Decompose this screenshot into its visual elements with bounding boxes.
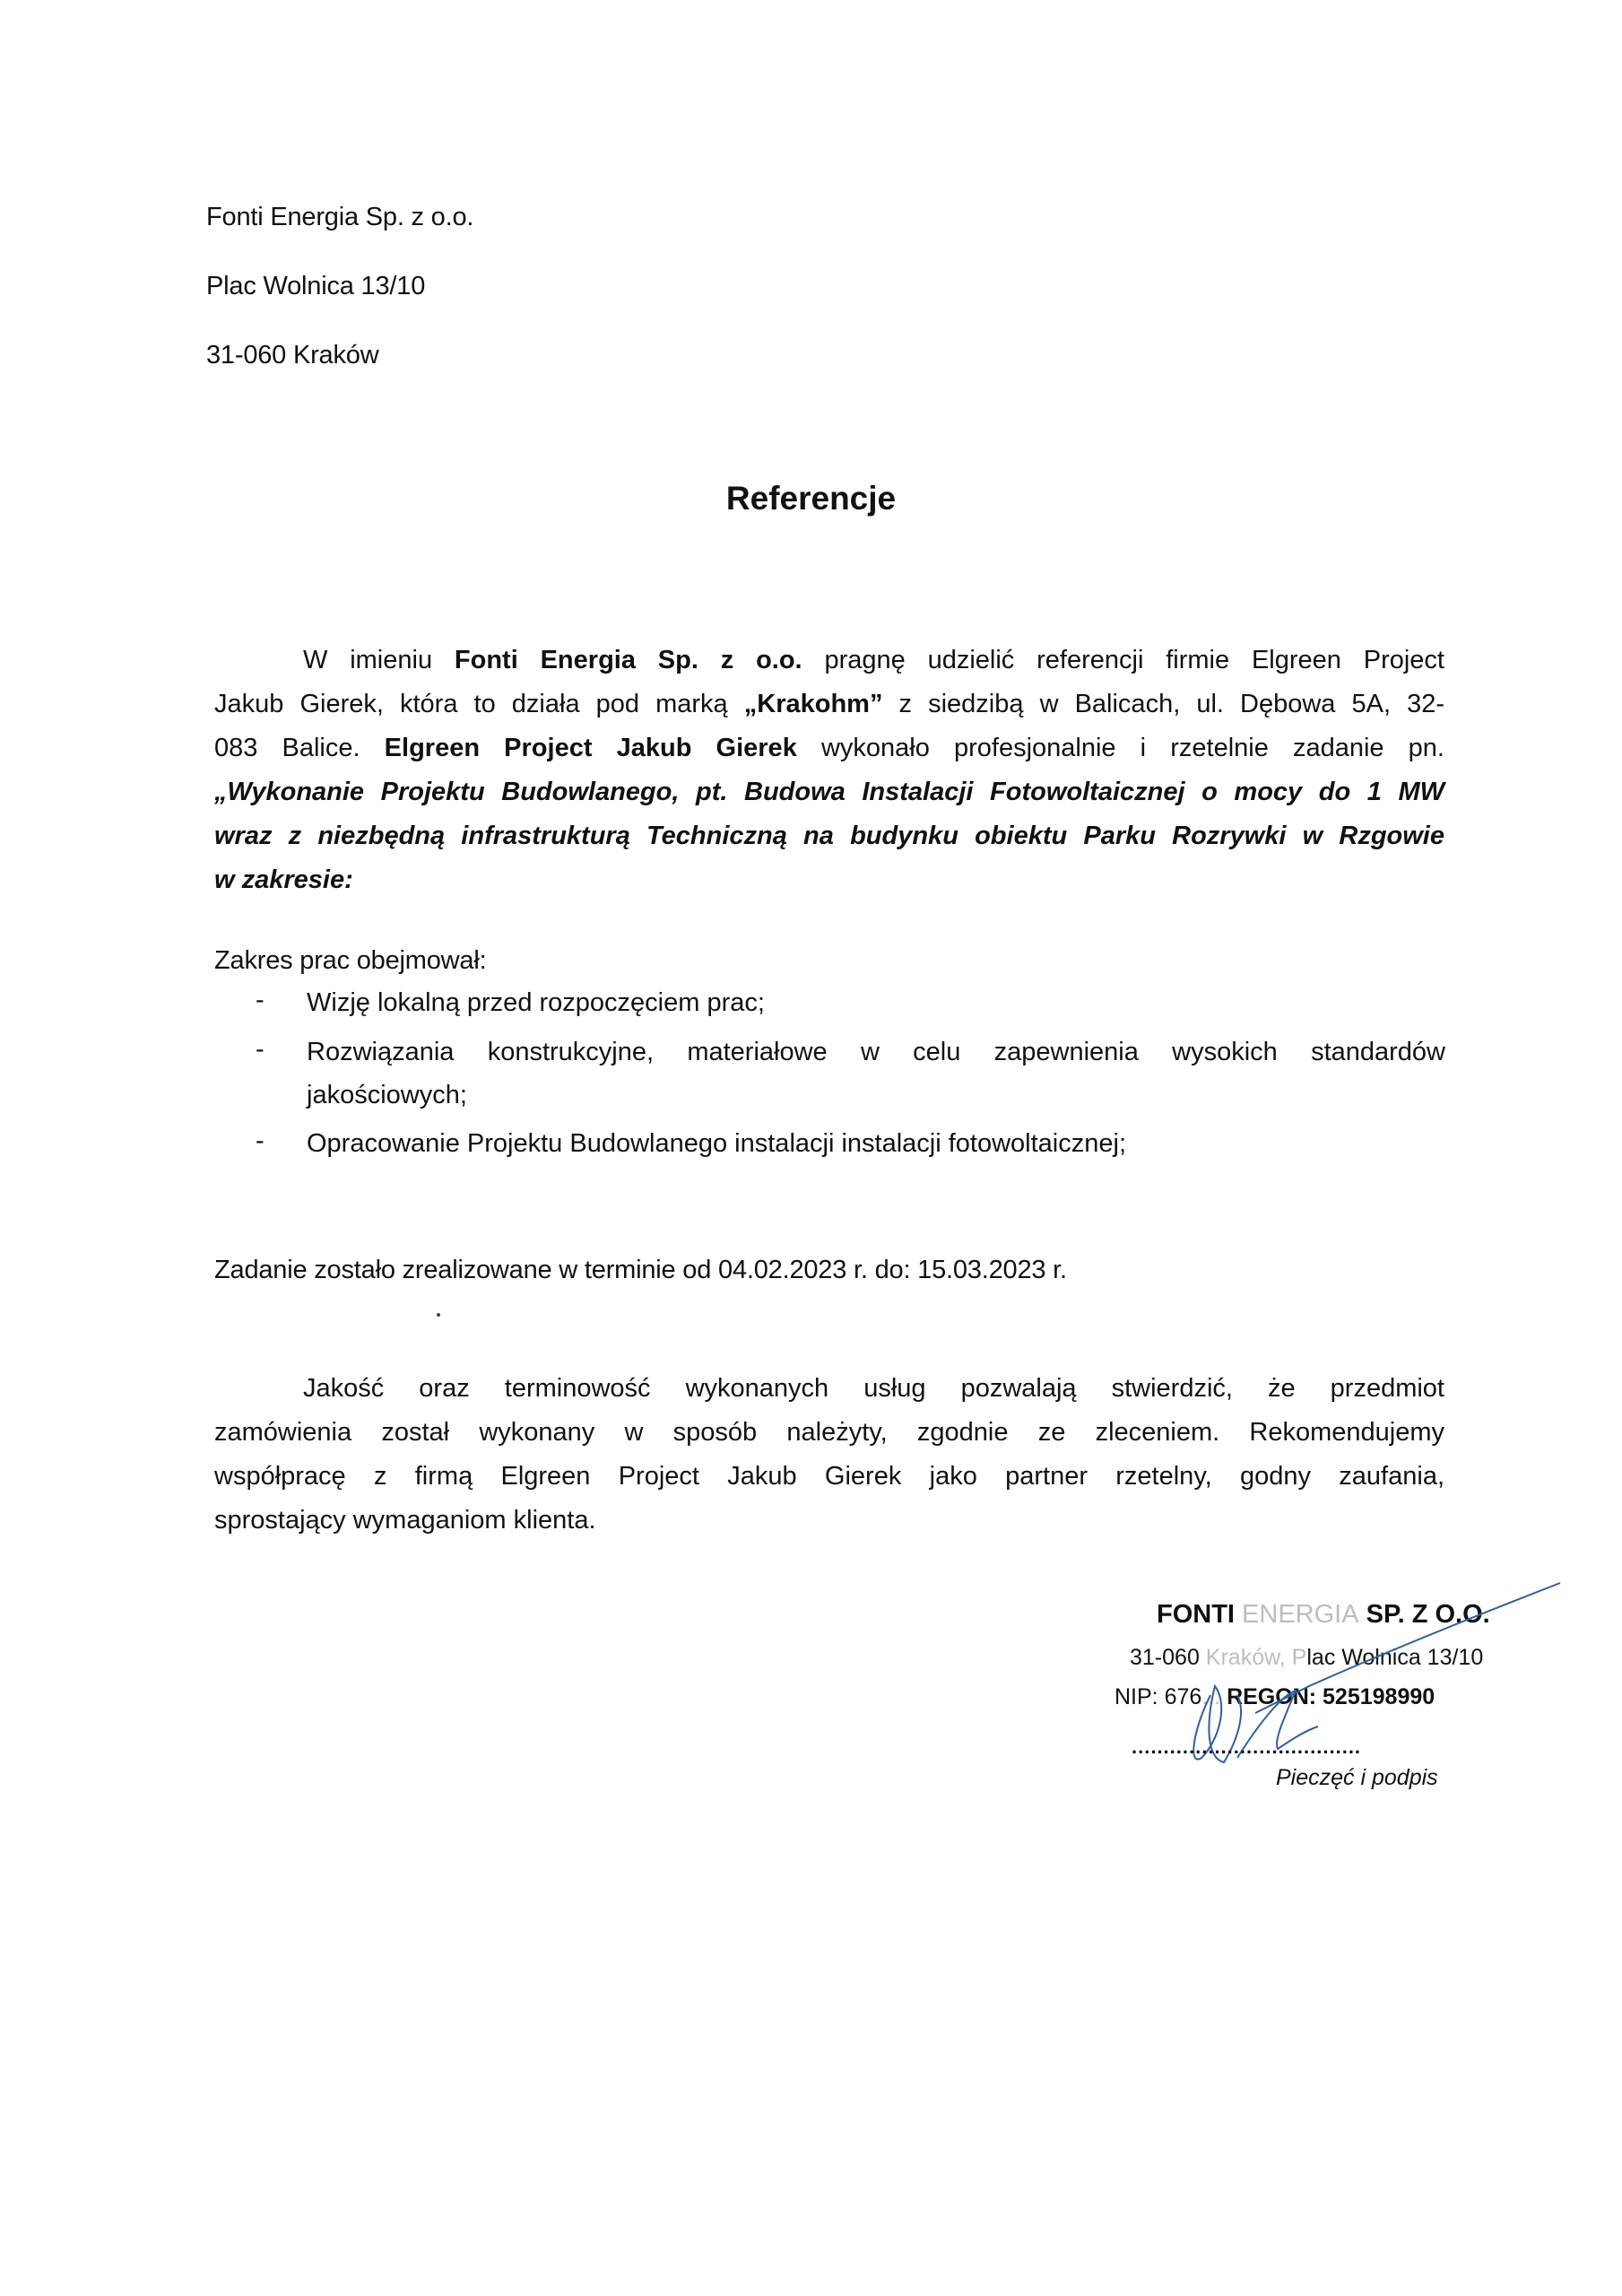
bullet-dash: -: [256, 986, 265, 1014]
intro-text: wykonało profesjonalnie i rzetelnie zadanie pn.: [796, 734, 1444, 762]
intro-text: z siedzibą w Balicach, ul. Dębowa 5A, 32-: [882, 690, 1445, 718]
bullet-dash: -: [256, 1035, 265, 1064]
bullet-dash: -: [256, 1126, 265, 1155]
stamp-text: FONTI: [1157, 1600, 1243, 1629]
stamp-text: 31-060: [1130, 1645, 1206, 1670]
scope-item-1: Wizję lokalną przed rozpoczęciem prac;: [307, 988, 765, 1017]
scan-speck: [437, 1313, 440, 1317]
intro-text: pragnę udzielić referencji firmie Elgreen Project: [802, 646, 1444, 674]
intro-line-1: [303, 639, 1444, 683]
task-title-line-3: w zakresie:: [214, 865, 353, 894]
scope-item-2-cont: jakościowych;: [307, 1081, 467, 1109]
sender-company: Fonti Energia Sp. z o.o.: [206, 203, 474, 231]
sender-street: Plac Wolnica 13/10: [206, 272, 426, 300]
scope-item-2: Rozwiązania konstrukcyjne, materiałowe w celu zapewnienia wysokich standardów: [307, 1038, 1445, 1066]
company-name-bold: Fonti Energia Sp. z o.o.: [454, 646, 802, 674]
stamp-caption: Pieczęć i podpis: [1276, 1765, 1438, 1790]
intro-text: W imieniu: [303, 646, 455, 674]
closing-line-2: zamówienia został wykonany w sposób należyty, zgodnie ze zleceniem. Rekomendujemy: [214, 1418, 1444, 1447]
letter-title: Referencje: [725, 480, 897, 517]
task-title-line-1: „Wykonanie Projektu Budowlanego, pt. Budowa Instalacji Fotowoltaicznej o mocy do 1 MW: [214, 778, 1444, 806]
stamp-regon: REGON: 525198990: [1220, 1684, 1436, 1709]
intro-text: Jakub Gierek, która to działa pod marką: [214, 690, 744, 718]
sender-city: 31-060 Kraków: [206, 341, 379, 370]
intro-text: 083 Balice.: [214, 734, 385, 762]
stamp-address: [1130, 1645, 1483, 1671]
closing-line-4: sprostający wymaganiom klienta.: [214, 1506, 596, 1535]
stamp-text-faded: ENERGIA: [1242, 1600, 1359, 1629]
intro-line-2: [214, 683, 1444, 726]
brand-name-bold: „Krakohm”: [743, 690, 883, 718]
closing-line-3: współpracę z firmą Elgreen Project Jakub Gierek jako partner rzetelny, godny zaufania,: [214, 1462, 1444, 1491]
completion-term: Zadanie zostało zrealizowane w terminie od 04.02.2023 r. do: 15.03.2023 r.: [214, 1256, 1067, 1284]
stamp-nip: NIP: 676: [1115, 1684, 1202, 1709]
stamp-company: [1157, 1600, 1490, 1630]
stamp-text-faded: ...: [1201, 1684, 1221, 1709]
closing-line-1: Jakość oraz terminowość wykonanych usług pozwalają stwierdzić, że przedmiot: [303, 1374, 1444, 1403]
stamp-text: SP. Z O.O.: [1358, 1600, 1490, 1629]
task-title-line-2: wraz z niezbędną infrastrukturą Techniczną na budynku obiektu Parku Rozrywki w Rzgowie: [214, 822, 1444, 850]
stamp-text: lac Wolnica 13/10: [1306, 1645, 1484, 1670]
intro-line-3: [214, 726, 1444, 770]
contractor-name-bold: Elgreen Project Jakub Gierek: [384, 734, 797, 762]
scope-item-3: Opracowanie Projektu Budowlanego instalacji instalacji fotowoltaicznej;: [307, 1129, 1126, 1158]
scope-heading: Zakres prac obejmował:: [214, 946, 487, 975]
signature-line: ....................................: [1132, 1735, 1362, 1758]
stamp-text-faded: Kraków, P: [1205, 1645, 1307, 1670]
stamp-ids: [1115, 1684, 1435, 1710]
